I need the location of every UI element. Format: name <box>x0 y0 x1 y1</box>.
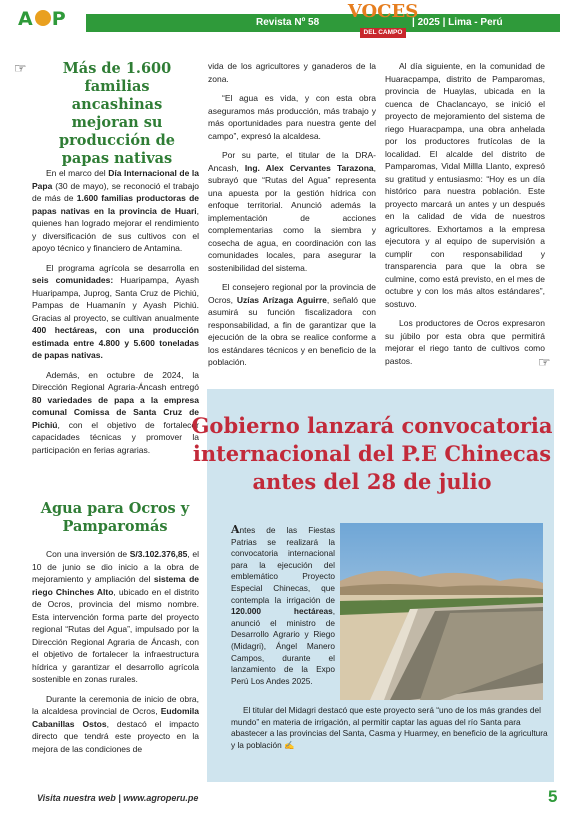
voces-logo: VOCES DEL CAMPO <box>347 1 419 36</box>
paragraph: Los productores de Ocros expresaron su júbilo por esta obra que permitirá mejorar el riego tanto de cultivos como pastos. <box>385 318 545 366</box>
article-body-ocros-1 <box>32 548 199 762</box>
article-body-ocros-2 <box>208 60 376 376</box>
paragraph: vida de los agricultores y ganaderos de la zona. <box>208 61 376 84</box>
article-body-ocros-3 <box>385 60 545 374</box>
paragraph: Además, en octubre de 2024, la Dirección Regional Agraria-Áncash entregó 80 variedades de papa a la empresa comunal Comissa de Santa Cruz de Pichiú, con el objetivo de fortalecer capacidades técnicas y promover la participación en ferias agrarias. <box>32 369 199 455</box>
paragraph: Con una inversión de S/3.102.376,85, el 10 de junio se dio inicio a la obra de mejoramiento y ampliación del sistema de riego Chinches Alto, ubicado en el distrito de Ocros, provincia del mismo nombre. Esta intervención forma parte del proyecto regional “Rutas del Agua”, impulsado por la Dirección Regional Agraria de Áncash, con el objetivo de fortalecer la infraestructura hídrica y garantizar el desarrollo agrícola sostenible en zonas rurales. <box>32 549 199 684</box>
pointing-hand-icon: ☞ <box>14 60 27 76</box>
page-header <box>0 0 576 34</box>
paragraph: Por su parte, el titular de la DRA-Ancash, Ing. Alex Cervantes Tarazona, subrayó que “Rutas del Agua” representa una apuesta por la gestión hídrica con enfoque territorial. Anunció además la implementación de acciones complementarias como la siembra y cosecha de agua, en coordinación con las comunidades locales, para asegurar la sostenibilidad del sistema. <box>208 150 377 273</box>
article-title-papas: Más de 1.600 familias ancashinas mejoran su producción de papas nativas <box>59 60 175 167</box>
paragraph: El titular del Midagri destacó que este proyecto será “uno de los más grandes del mundo” en materia de irrigación, al permitir captar las aguas del río Santa para abastecer a las provincias del Santa, Casma y Huarmey, en beneficio de la agricultura y la población ✍ <box>231 705 548 750</box>
article-lead-chinecas: Antes de las Fiestas Patrias se realizará la convocatoria internacional para la ejecución del emblemático Proyecto Especial Chinecas, que contempla la irrigación de 120.000 hectáreas, anunció el ministro de Desarrollo Agrario y Riego (Midagri), Ángel Manero Campos, durante el lanzamiento de la Expo Perú Los Andes 2025. <box>231 523 335 686</box>
revista-number: Revista Nº 58 <box>256 17 320 28</box>
page-number: 5 <box>548 787 558 806</box>
footer-website: Visita nuestra web | www.agroperu.pe <box>37 793 199 803</box>
edition-label: | 2025 | Lima - Perú <box>412 17 503 28</box>
paragraph: En el marco del Día Internacional de la Papa (30 de mayo), se reconoció el trabajo de más de 1.600 familias productoras de papas nativas en la provincia de Huari, quienes han logrado mejorar el rendimiento y diversificación de sus cultivos con el apoyo técnico y financiero de Antamina. <box>32 168 199 253</box>
paragraph: El consejero regional por la provincia de Ocros, Uzías Arízaga Aguirre, señaló que asumirá su función fiscalizadora con responsabilidad, a fin de garantizar que la ejecución de la obra se realice conforme a los estándares técnicos y en beneficio de la población. <box>208 282 376 367</box>
agp-logo: A P <box>18 8 67 30</box>
canal-photo <box>340 523 543 700</box>
paragraph: Durante la ceremonia de inicio de obra, la alcaldesa provincial de Ocros, Eudomila Cabanillas Ostos, destacó el impacto directo que tendrá este proyecto en la mejora de las condiciones de <box>32 693 199 754</box>
paragraph: “El agua es vida, y con esta obra aseguramos más producción, más trabajo y más oportunidades para nuestra gente del campo”, expresó la alcaldesa. <box>208 93 376 141</box>
paragraph: Al día siguiente, en la comunidad de Huaracpampa, distrito de Pamparomas, provincia de Huaylas, ubicada en la cuenca de Chaclancayo, se inició el proyecto de mejoramiento del sistema de riego Huaracpampa, una obra anhelada por los productores frutícolas de la localidad. El alcalde del distrito de Pamparomas, Vidal Millla Llanto, expresó su gratitud y entusiasmo: “Hoy es un día histórico para nuestra población. Este proyecto marcará un antes y un después en la calidad de vida de nuestros agricultores. Exhortamos a la empresa ejecutora y al equipo de supervisión a cumplir con responsabilidad y transparencia para que la obra se culmine, como está previsto, en el mes de octubre y con los más altos estándares”, sostuvo. <box>385 61 545 309</box>
article-title-chinecas: Gobierno lanzará convocatoria internacional del P.E Chinecas antes del 28 de julio <box>191 413 553 494</box>
article-title-ocros: Agua para Ocros y Pamparomás <box>40 500 190 535</box>
paragraph: El programa agrícola se desarrolla en seis comunidades: Huaripampa, Ayash Huaripampa, Juprog, Santa Cruz de Pichiú, Pampas de Huamanín y Ayash Pichiú. Gracias al proyecto, se cultivan anualmente 400 hectáreas, con una producción estimada entre 4.800 y 5.600 toneladas de papas nativas. <box>32 262 199 360</box>
header-bar <box>86 14 560 32</box>
pointing-hand-icon: ☞ <box>538 354 551 370</box>
article-body-chinecas <box>231 705 549 751</box>
